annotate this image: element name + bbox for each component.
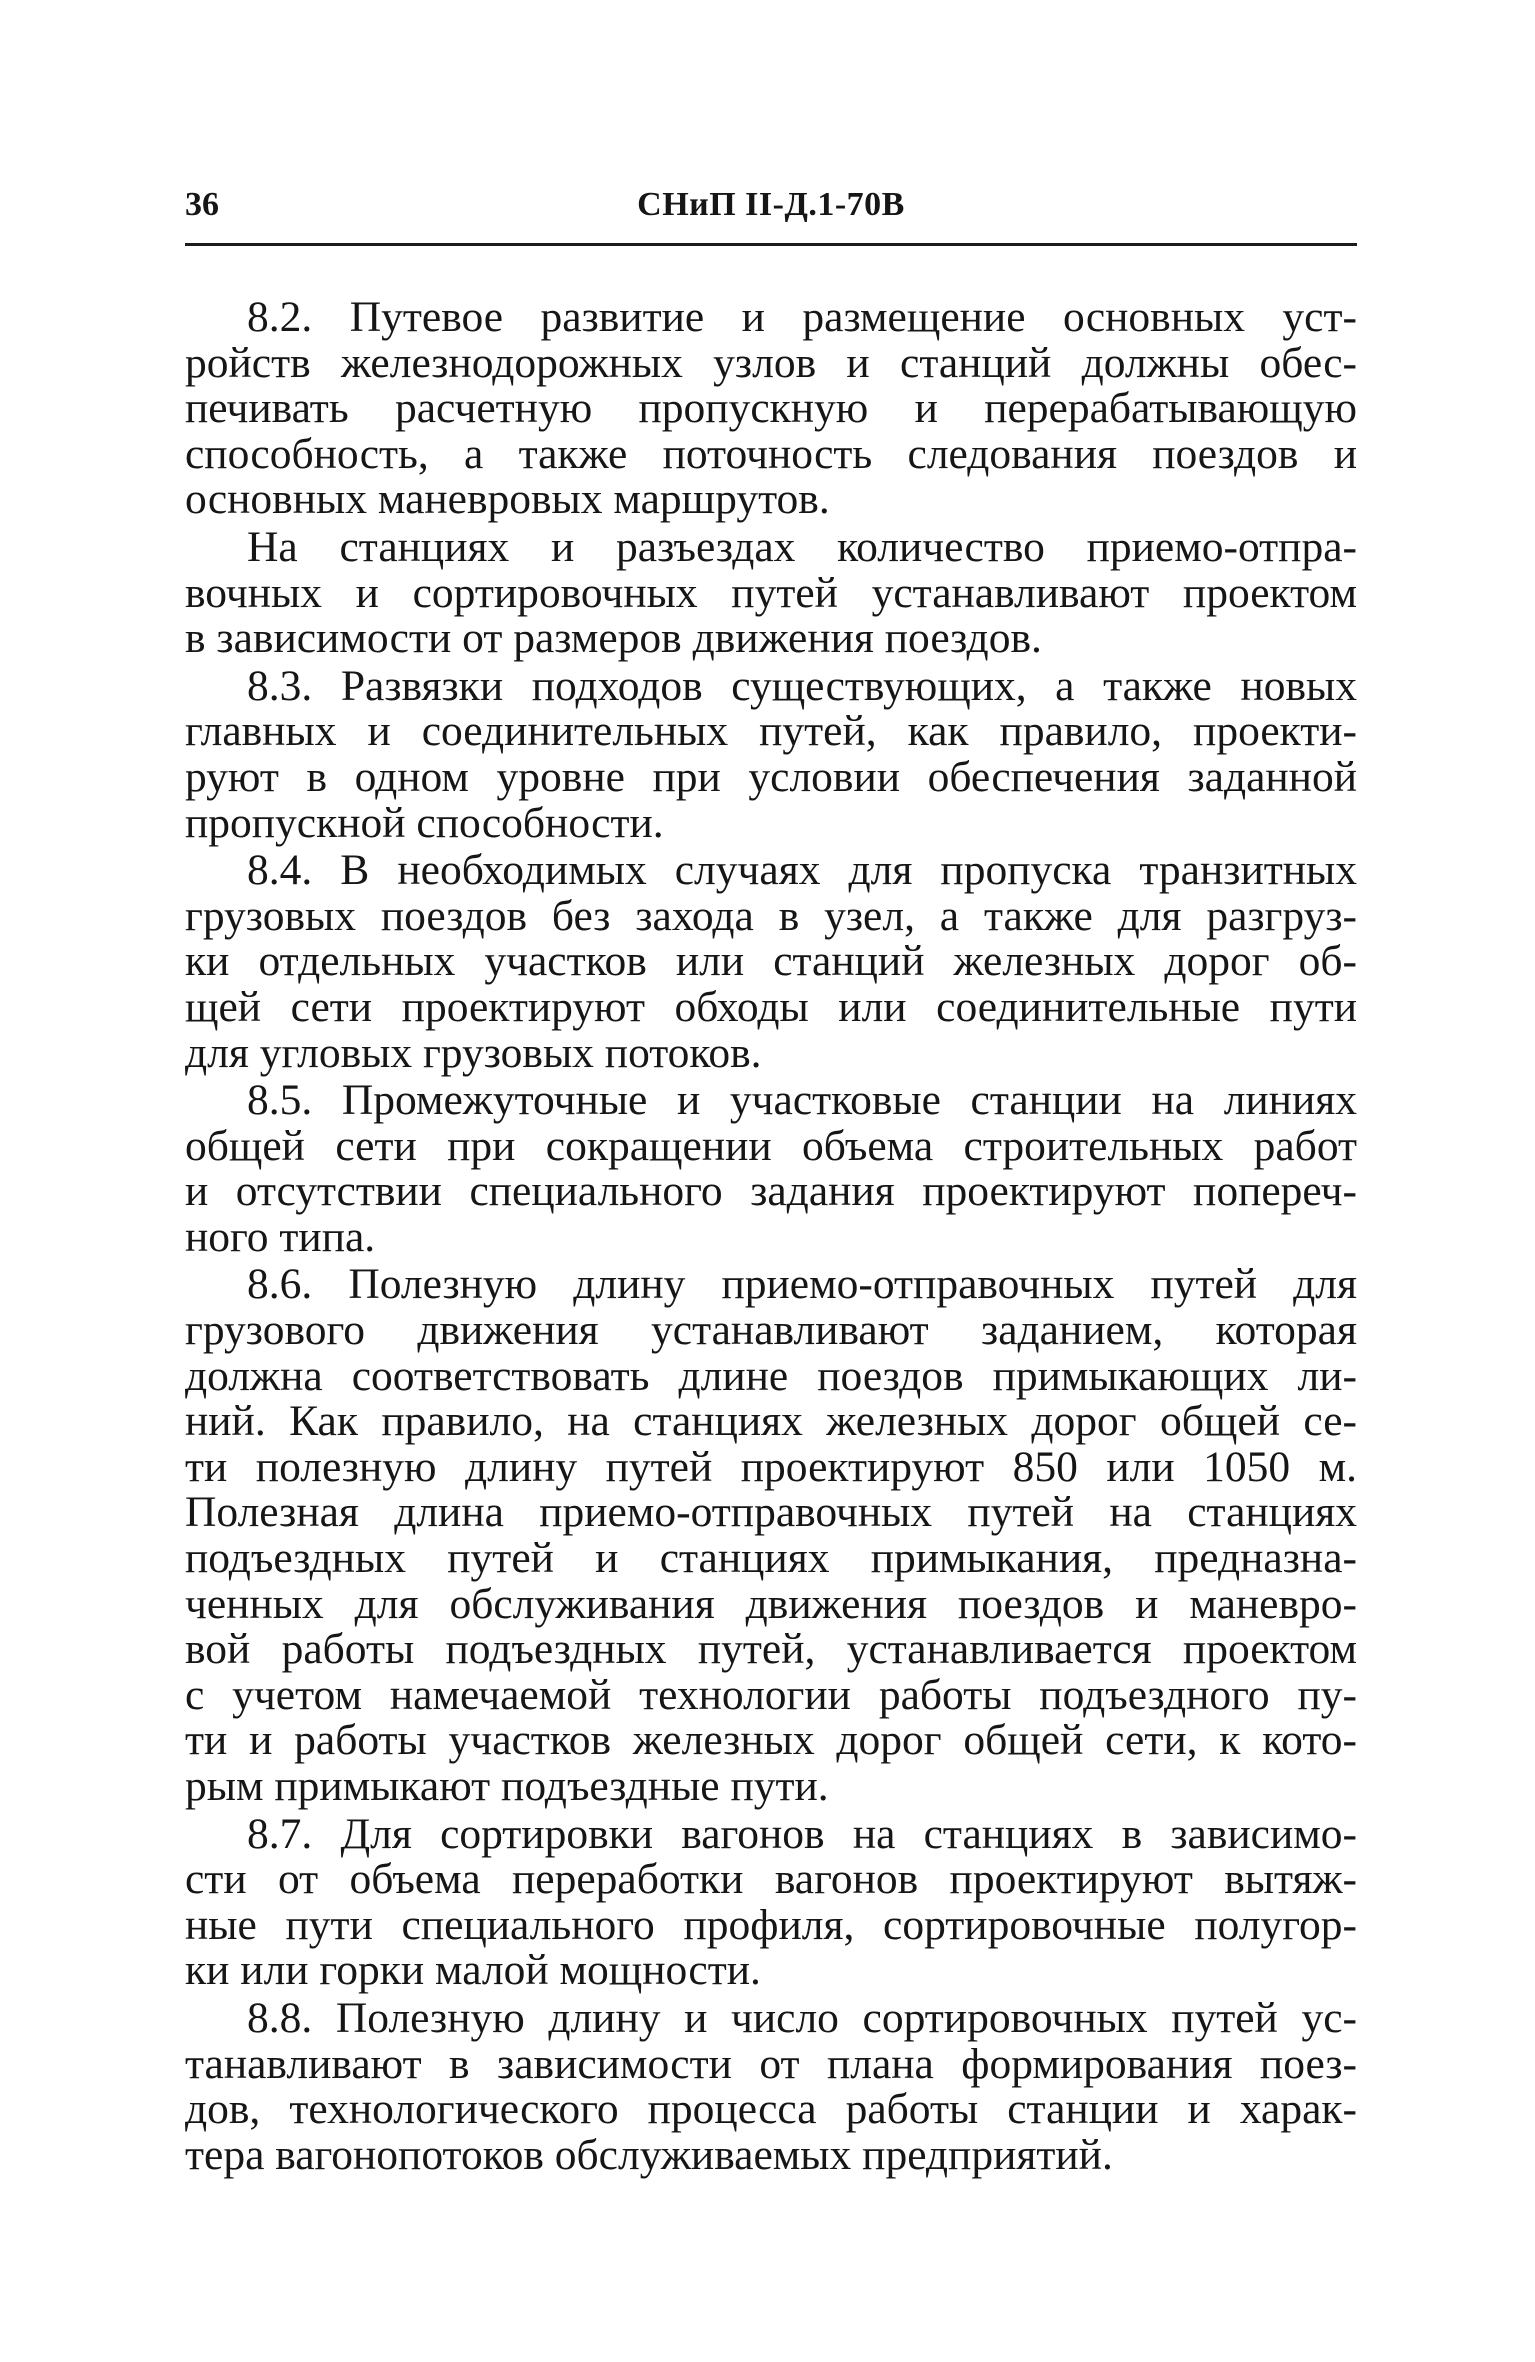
text-line: ного типа. (185, 1212, 376, 1261)
paragraph (185, 295, 1357, 523)
body-text (185, 295, 1357, 2178)
text-line: ные пути специального профиля, сортировочные полугор- (185, 1900, 1357, 1949)
document-code: СНиП II-Д.1-70В (637, 186, 905, 223)
paragraph (185, 661, 1357, 847)
text-line: грузовых поездов без захода в узел, а также для разгруз- (185, 891, 1357, 940)
text-line: ти полезную длину путей проектируют 850 или 1050 м. (185, 1442, 1357, 1491)
text-line: и отсутствии специального задания проектируют попереч- (185, 1167, 1357, 1216)
paragraph (185, 848, 1357, 1076)
text-line: грузового движения устанавливают заданием, которая (185, 1306, 1357, 1355)
text-line: сти от объема переработки вагонов проектируют вытяж- (185, 1855, 1357, 1904)
text-line: общей сети при сокращении объема строительных работ (185, 1121, 1357, 1170)
paragraph (185, 1262, 1357, 1809)
text-line: ройств железнодорожных узлов и станций должны обес- (185, 338, 1357, 387)
text-line: ченных для обслуживания движения поездов и маневро- (185, 1579, 1357, 1628)
text-line: с учетом намечаемой технологии работы подъездного пу- (185, 1670, 1357, 1719)
text-line: танавливают в зависимости от плана формирования поез- (185, 2039, 1357, 2088)
text-line: печивать расчетную пропускную и перерабатывающую (185, 384, 1357, 433)
text-line: На станциях и разъездах количество приемо-отпра- (247, 522, 1357, 571)
text-line: ки отдельных участков или станций железных дорог об- (185, 937, 1357, 986)
text-line: ти и работы участков железных дорог общей сети, к кото- (185, 1716, 1357, 1765)
text-line: руют в одном уровне при условии обеспечения заданной (185, 752, 1357, 801)
running-header (185, 186, 1357, 232)
paragraph (185, 1993, 1357, 2179)
page-number: 36 (185, 186, 219, 223)
text-line: подъездных путей и станциях примыкания, предназна- (185, 1534, 1357, 1583)
text-line: вой работы подъездных путей, устанавливается проектом (185, 1625, 1357, 1674)
text-line: в зависимости от размеров движения поездов. (185, 614, 1042, 663)
text-line: пропускной способности. (185, 798, 664, 847)
text-line: ний. Как правило, на станциях железных дорог общей се- (185, 1397, 1357, 1446)
text-line: ки или горки малой мощности. (185, 1946, 761, 1995)
paragraph (185, 1078, 1357, 1260)
text-line: вочных и сортировочных путей устанавливают проектом (185, 568, 1357, 617)
text-line: дов, технологического процесса работы станции и харак- (185, 2085, 1357, 2134)
text-line: основных маневровых маршрутов. (185, 475, 830, 524)
text-line: должна соответствовать длине поездов примыкающих ли- (185, 1351, 1357, 1400)
text-line: для угловых грузовых потоков. (185, 1028, 762, 1077)
text-line: щей сети проектируют обходы или соединительные пути (185, 982, 1357, 1031)
text-line: 8.7. Для сортировки вагонов на станциях в зависимо- (247, 1809, 1357, 1858)
text-line: 8.5. Промежуточные и участковые станции на линиях (247, 1076, 1357, 1125)
text-line: 8.2. Путевое развитие и размещение основных уст- (247, 293, 1357, 341)
text-line: рым примыкают подъездные пути. (185, 1762, 829, 1810)
text-line: 8.4. В необходимых случаях для пропуска транзитных (247, 846, 1357, 895)
header-rule (185, 243, 1357, 246)
text-line: 8.8. Полезную длину и число сортировочных путей ус- (247, 1993, 1357, 2042)
text-line: главных и соединительных путей, как правило, проекти- (185, 707, 1357, 756)
text-line: 8.3. Развязки подходов существующих, а также новых (247, 661, 1357, 710)
paragraph (185, 522, 1357, 663)
text-line: Полезная длина приемо-отправочных путей на станциях (185, 1488, 1357, 1537)
text-line: 8.6. Полезную длину приемо-отправочных путей для (247, 1260, 1357, 1309)
paragraph (185, 1809, 1357, 1995)
text-line: тера вагонопотоков обслуживаемых предприятий. (185, 2130, 1113, 2179)
text-line: способность, а также поточность следования поездов и (185, 429, 1357, 478)
document-page (185, 0, 1357, 2362)
